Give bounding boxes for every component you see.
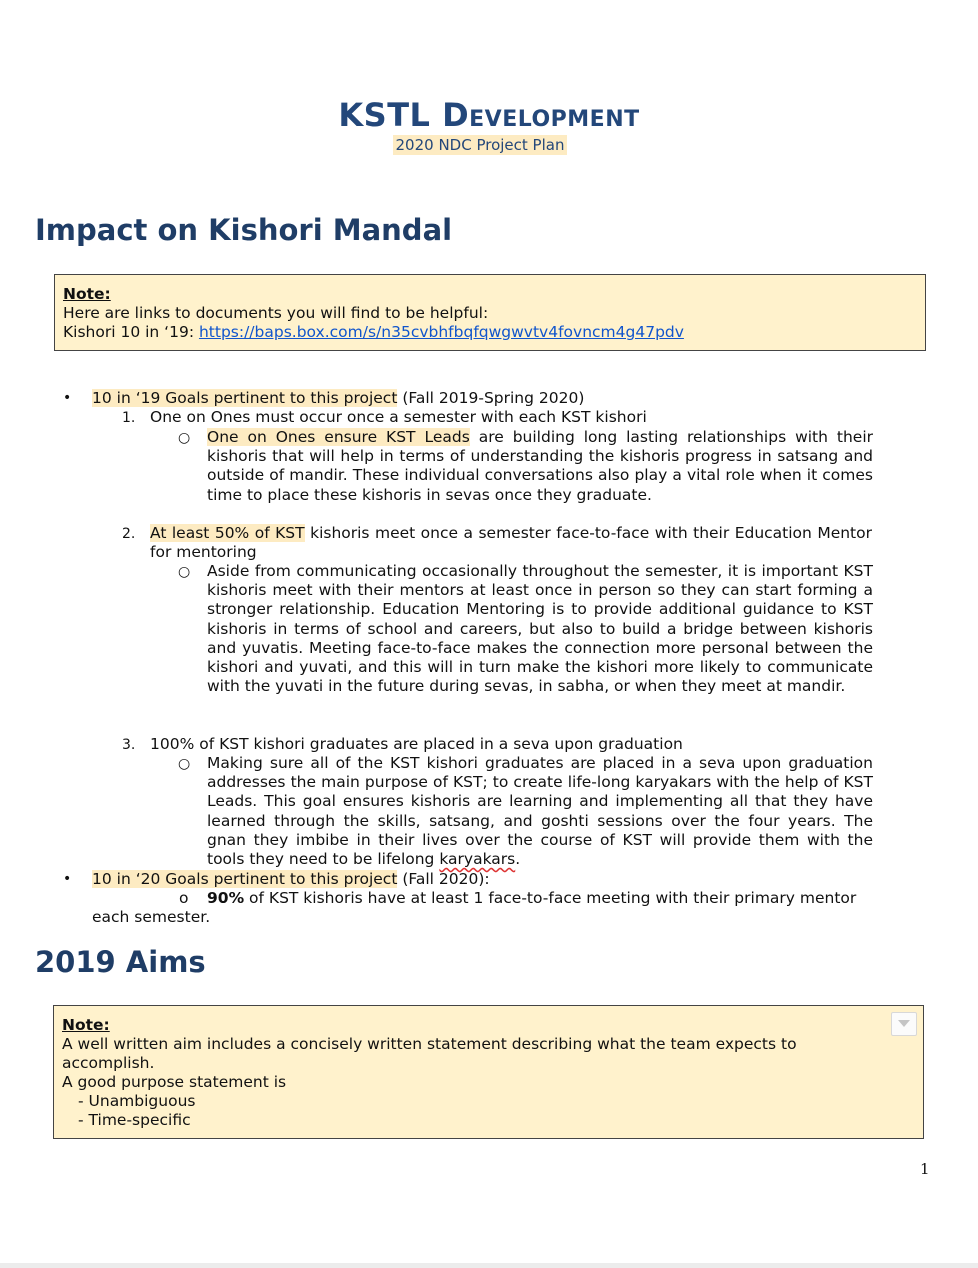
note-label: Note:	[62, 1016, 110, 1034]
page-bottom-edge	[0, 1263, 978, 1268]
item-number: 2.	[122, 526, 136, 542]
aims-note-box	[53, 1005, 924, 1139]
note-line: Here are links to documents you will find to be helpful:	[63, 304, 489, 322]
detail-text: Making sure all of the KST kishori graduates are placed in a seva upon graduation addresses the main purpose of KST; to create life-long karyakars with the help of KST Leads. This goal ensures kishoris are learning and implementing all that they have learned through the skills, satsang, and goshti sessions over the four years. The gnan they imbibe in their lives over the course of KST will provide them with the tools they need to be lifelong	[207, 754, 873, 869]
note-list-item: - Time-specific	[78, 1111, 191, 1129]
bullet-icon: •	[63, 871, 72, 887]
item-number: 1.	[122, 410, 136, 426]
goal-item-3-detail	[207, 754, 873, 869]
goals20-text: of KST kishoris have at least 1 face-to-face meeting with their primary mentor	[244, 889, 857, 907]
bullet-icon: •	[63, 390, 72, 406]
goals20-sub-line1	[207, 889, 856, 908]
goals20-highlight: 10 in ‘20 Goals pertinent to this project	[92, 870, 398, 888]
item-highlight: At least 50% of KST	[150, 524, 305, 542]
note-line: A well written aim includes a concisely written statement describing what the team expects to accomplish.	[62, 1035, 797, 1072]
impact-note-box	[54, 274, 926, 351]
document-subtitle: 2020 NDC Project Plan	[393, 135, 568, 155]
circle-bullet-icon: ○	[178, 430, 191, 446]
goal-item-3: 100% of KST kishori graduates are placed in a seva upon graduation	[150, 735, 683, 753]
goals20-heading	[92, 870, 490, 889]
note-label: Note:	[63, 285, 111, 303]
item-number: 3.	[122, 737, 136, 753]
note-line: A good purpose statement is	[62, 1073, 287, 1091]
goal-item-2	[150, 524, 872, 562]
goal-item-1: One on Ones must occur once a semester with each KST kishori	[150, 408, 647, 426]
circle-bullet-icon: ○	[178, 564, 191, 580]
detail-text: are building long lasting relationships with their kishoris that will help in terms of understanding the kishoris progress in satsang and outside of mandir. These individual conversations also play a vital role when it comes time to place these kishoris in sevas once they graduate.	[207, 428, 874, 504]
kishori-10-link[interactable]: https://baps.box.com/s/n35cvbhfbqfqwgwvtv4fovncm4g47pdv	[198, 323, 684, 341]
goals20-sub-marker: o	[179, 889, 189, 907]
aims-heading: 2019 Aims	[35, 945, 206, 979]
goals20-rest: (Fall 2020):	[397, 870, 490, 888]
link-prefix: Kishori 10 in ‘19:	[63, 323, 199, 341]
note-list-item: - Unambiguous	[78, 1092, 196, 1110]
note-link-row	[63, 323, 917, 342]
subtitle-wrap	[0, 135, 960, 154]
document-title: KSTL Development	[338, 96, 640, 134]
dropdown-button[interactable]	[891, 1012, 917, 1036]
goal-item-1-detail	[207, 428, 873, 505]
detail-end: .	[515, 850, 521, 869]
goals20-bold: 90%	[207, 889, 245, 907]
goals20-sub-line2: each semester.	[92, 908, 211, 926]
chevron-down-icon	[898, 1020, 910, 1028]
misspelled-word: karyakars	[439, 850, 516, 869]
goal-item-2-detail: Aside from communicating occasionally throughout the semester, it is important KST kishoris meet with their mentors at least once in person so they can start forming a stronger relationship. Education Mentoring is to provide additional guidance to KST kishoris in terms of school and careers, but also to build a bridge between kishoris and yuvatis. Meeting face-to-face makes the connection more personal between the kishori and yuvati, and this will in turn make the kishori more likely to communicate with the yuvati in the future during sevas, in sabha, or when they meet at mandir.	[207, 562, 873, 696]
goals19-rest: (Fall 2019-Spring 2020)	[397, 389, 585, 407]
circle-bullet-icon: ○	[178, 756, 191, 772]
page-number: 1	[920, 1160, 930, 1178]
goals19-heading	[92, 389, 584, 408]
goals19-highlight: 10 in ‘19 Goals pertinent to this project	[92, 389, 398, 407]
item-text: kishoris meet once a semester face-to-face with their Education Mentor for mentoring	[150, 524, 872, 562]
impact-heading: Impact on Kishori Mandal	[35, 213, 453, 247]
detail-highlight: One on Ones ensure KST Leads	[207, 428, 470, 446]
